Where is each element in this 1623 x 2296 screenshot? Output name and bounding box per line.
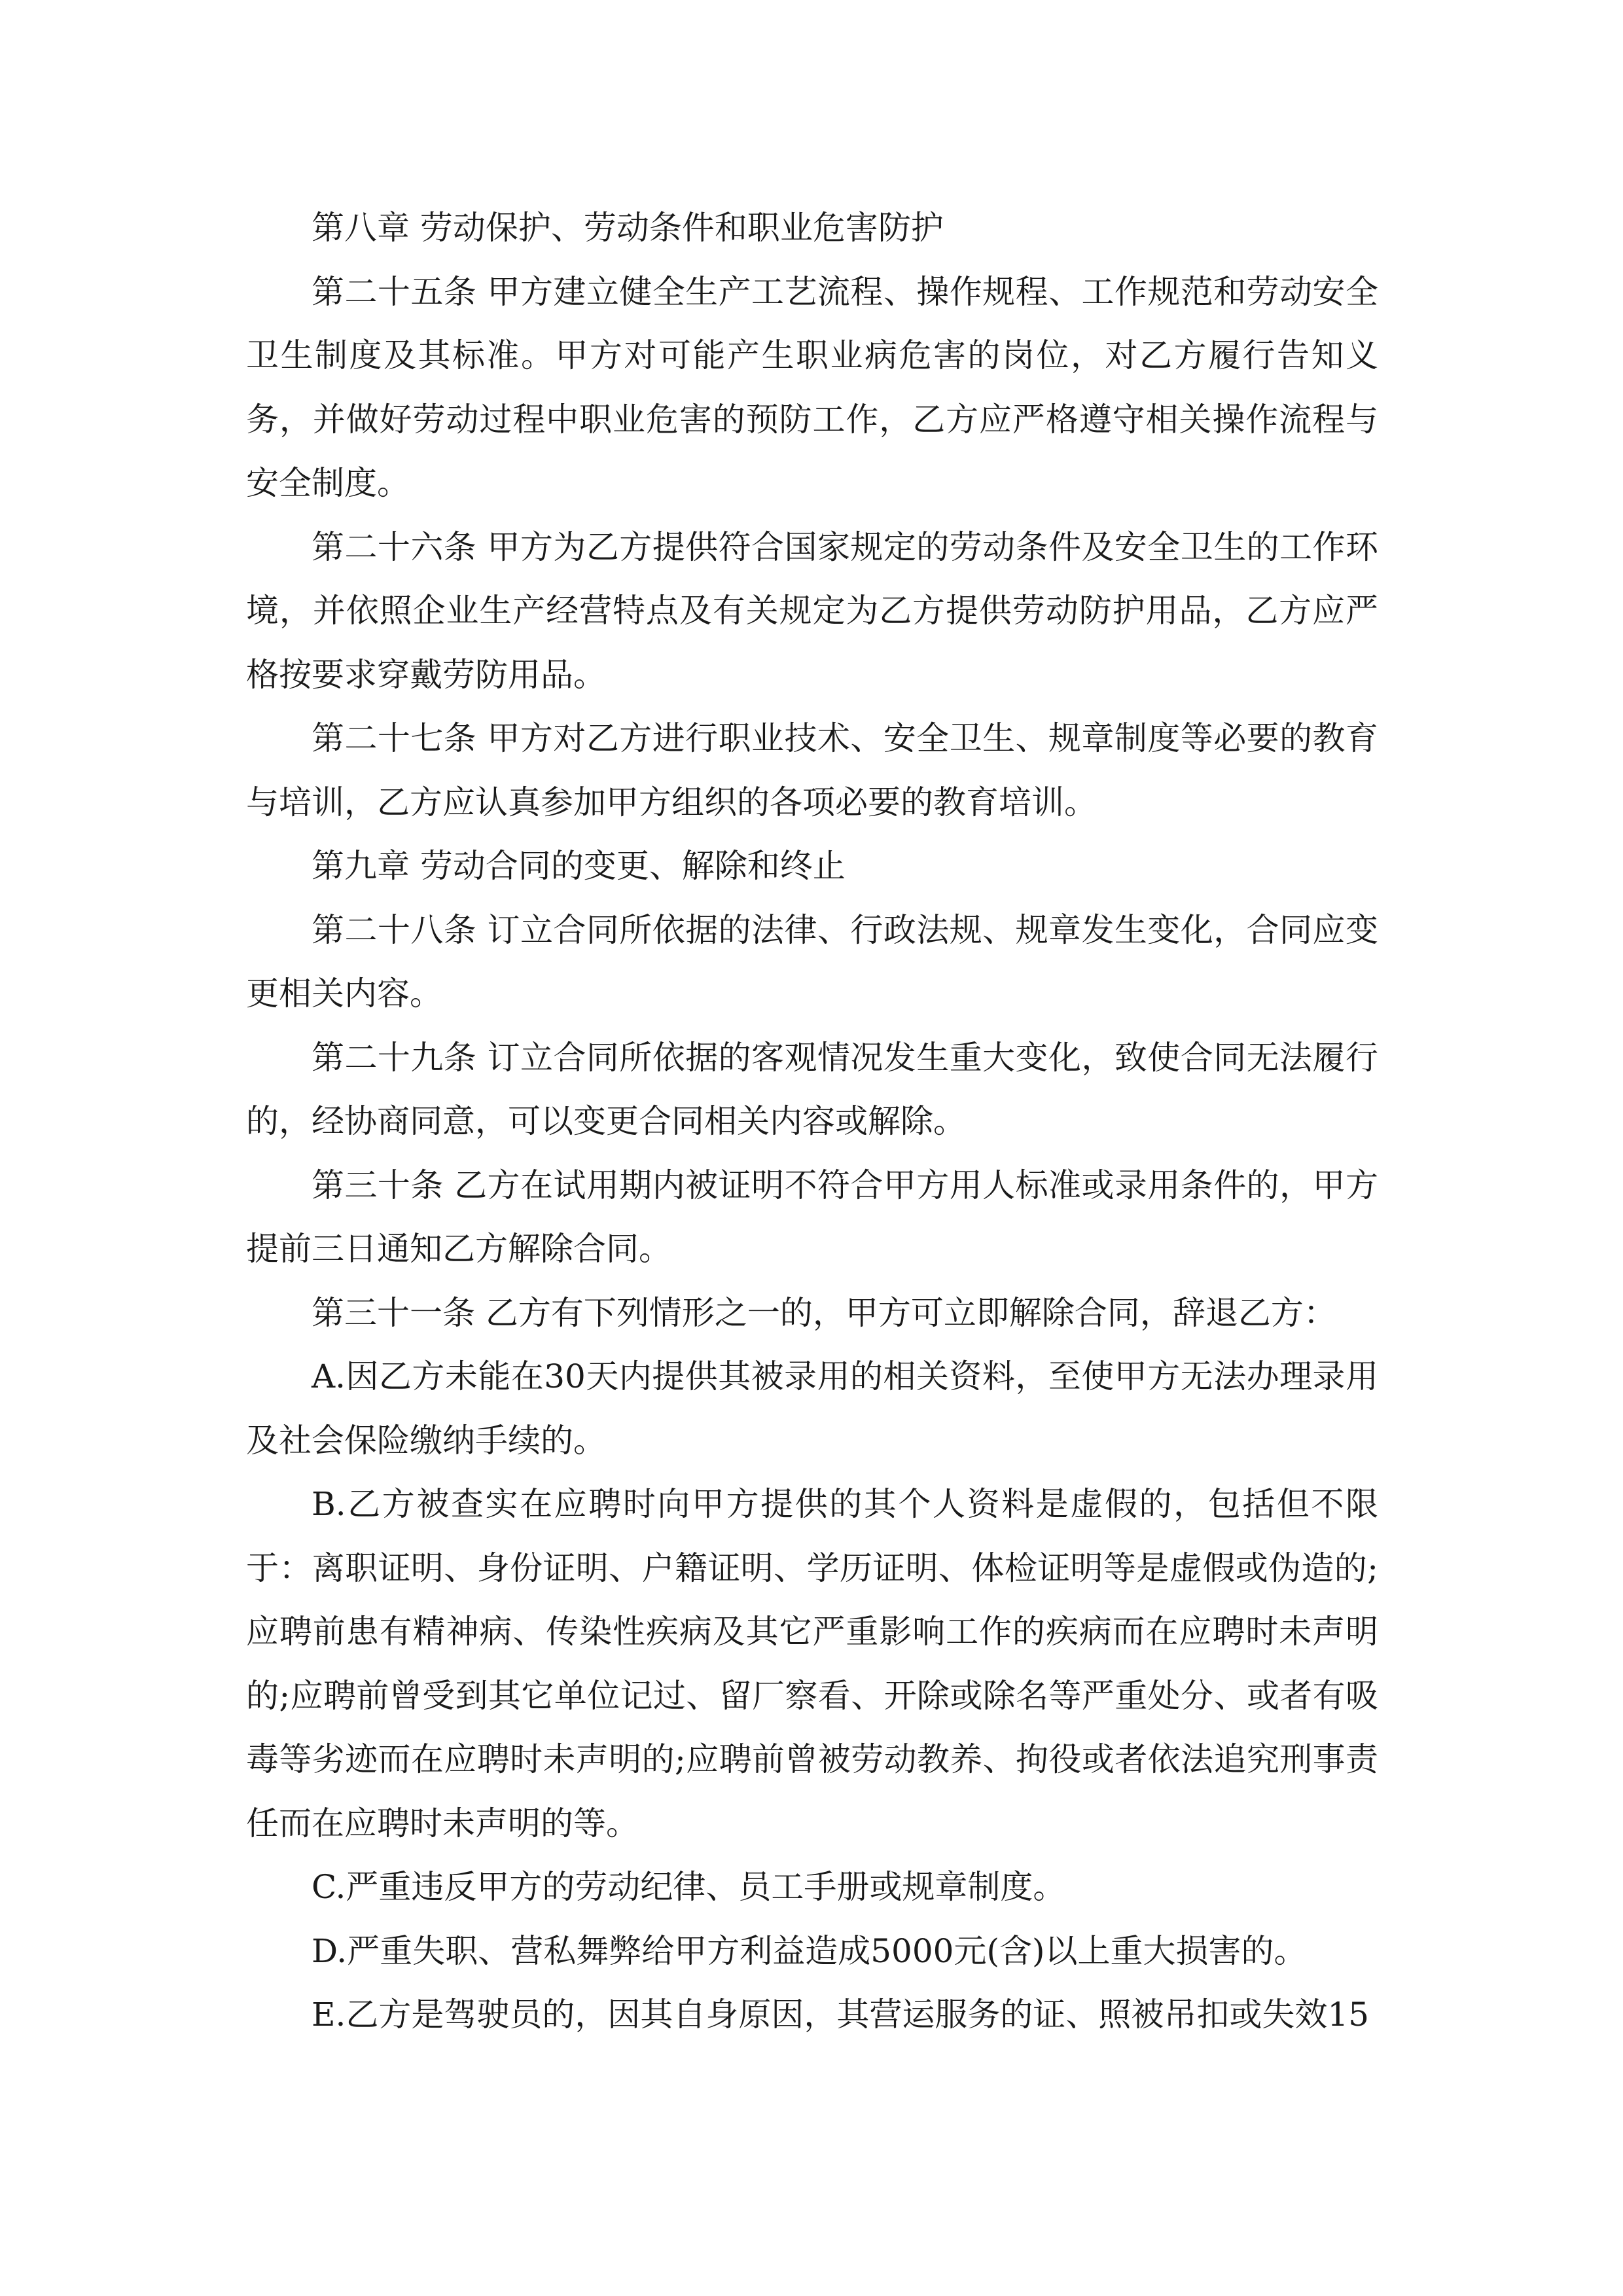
article-30: 第三十条 乙方在试用期内被证明不符合甲方用人标准或录用条件的，甲方提前三日通知乙方解除合同。 (246, 1166, 1378, 1268)
chapter-8-heading: 第八章 劳动保护、劳动条件和职业危害防护 (312, 209, 944, 247)
clause-b: B.乙方被查实在应聘时向甲方提供的其个人资料是虚假的，包括但不限于：离职证明、身份证明、户籍证明、学历证明、体检证明等是虚假或伪造的;应聘前患有精神病、传染性疾病及其它严重影响工作的疾病而在应聘时未声明的;应聘前曾受到其它单位记过、留厂察看、开除或除名等严重处分、或者有吸毒等劣迹而在应聘时未声明的;应聘前曾被劳动教养、拘役或者依法追究刑事责任而在应聘时未声明的等。 (246, 1485, 1378, 1842)
article-28: 第二十八条 订立合同所依据的法律、行政法规、规章发生变化，合同应变更相关内容。 (246, 910, 1378, 1013)
clause-e: E.乙方是驾驶员的，因其自身原因，其营运服务的证、照被吊扣或失效15 (312, 1996, 1370, 2034)
article-27: 第二十七条 甲方对乙方进行职业技术、安全卫生、规章制度等必要的教育与培训，乙方应认真参加甲方组织的各项必要的教育培训。 (246, 719, 1378, 821)
clause-c: C.严重违反甲方的劳动纪律、员工手册或规章制度。 (312, 1868, 1066, 1906)
article-29: 第二十九条 订立合同所依据的客观情况发生重大变化，致使合同无法履行的，经协商同意，可以变更合同相关内容或解除。 (246, 1038, 1378, 1140)
chapter-9-heading: 第九章 劳动合同的变更、解除和终止 (312, 847, 846, 885)
article-31: 第三十一条 乙方有下列情形之一的，甲方可立即解除合同，辞退乙方： (312, 1293, 1336, 1332)
article-26: 第二十六条 甲方为乙方提供符合国家规定的劳动条件及安全卫生的工作环境，并依照企业生产经营特点及有关规定为乙方提供劳动防护用品，乙方应严格按要求穿戴劳防用品。 (246, 528, 1378, 694)
clause-a: A.因乙方未能在30天内提供其被录用的相关资料，至使甲方无法办理录用及社会保险缴纳手续的。 (246, 1357, 1378, 1460)
clause-d: D.严重失职、营私舞弊给甲方利益造成5000元(含)以上重大损害的。 (312, 1931, 1307, 1970)
article-25: 第二十五条 甲方建立健全生产工艺流程、操作规程、工作规范和劳动安全卫生制度及其标准。甲方对可能产生职业病危害的岗位，对乙方履行告知义务，并做好劳动过程中职业危害的预防工作，乙方应严格遵守相关操作流程与安全制度。 (246, 272, 1378, 502)
document-body (246, 196, 1378, 2047)
